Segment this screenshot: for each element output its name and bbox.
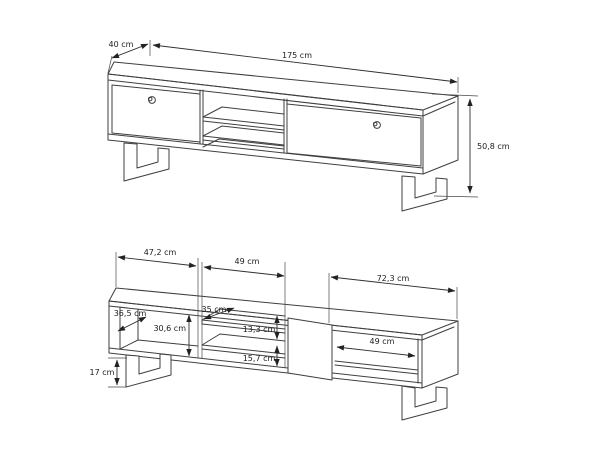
dim-upper-height-label: 13,3 cm bbox=[242, 325, 276, 334]
dim-lower-height-label: 15,7 cm bbox=[242, 354, 276, 363]
dim-left-width-label: 47,2 cm bbox=[143, 248, 177, 257]
right-door-knob bbox=[373, 122, 380, 129]
dim-width-label: 175 cm bbox=[281, 51, 313, 60]
dim-leg-height-label: 17 cm bbox=[89, 368, 115, 377]
internal-view bbox=[90, 248, 458, 420]
dim-left-height-label: 30,6 cm bbox=[153, 324, 186, 333]
left-door bbox=[112, 85, 200, 142]
left-door-knob bbox=[148, 97, 155, 104]
dim-middle-width-label: 49 cm bbox=[234, 257, 260, 266]
dim-left-depth-label: 36,5 cm bbox=[113, 309, 147, 318]
dim-depth-label: 40 cm bbox=[108, 40, 134, 49]
dim-shelf-depth-label: 35 cm bbox=[201, 305, 227, 314]
left-leg-open bbox=[126, 354, 171, 387]
dim-right-inner-width bbox=[337, 347, 415, 356]
right-leg-open bbox=[402, 386, 447, 420]
dim-right-inner-width-label: 49 cm bbox=[369, 337, 395, 346]
dim-right-width-label: 72,3 cm bbox=[376, 274, 410, 283]
middle-divider-panel bbox=[288, 318, 332, 380]
assembled-view bbox=[108, 40, 510, 211]
right-leg bbox=[402, 176, 447, 211]
dim-height-label: 50,8 cm bbox=[477, 142, 510, 151]
dim-left-width bbox=[116, 252, 196, 287]
dim-middle-width bbox=[204, 267, 284, 276]
dim-left-depth bbox=[118, 317, 146, 331]
left-leg bbox=[124, 143, 169, 181]
